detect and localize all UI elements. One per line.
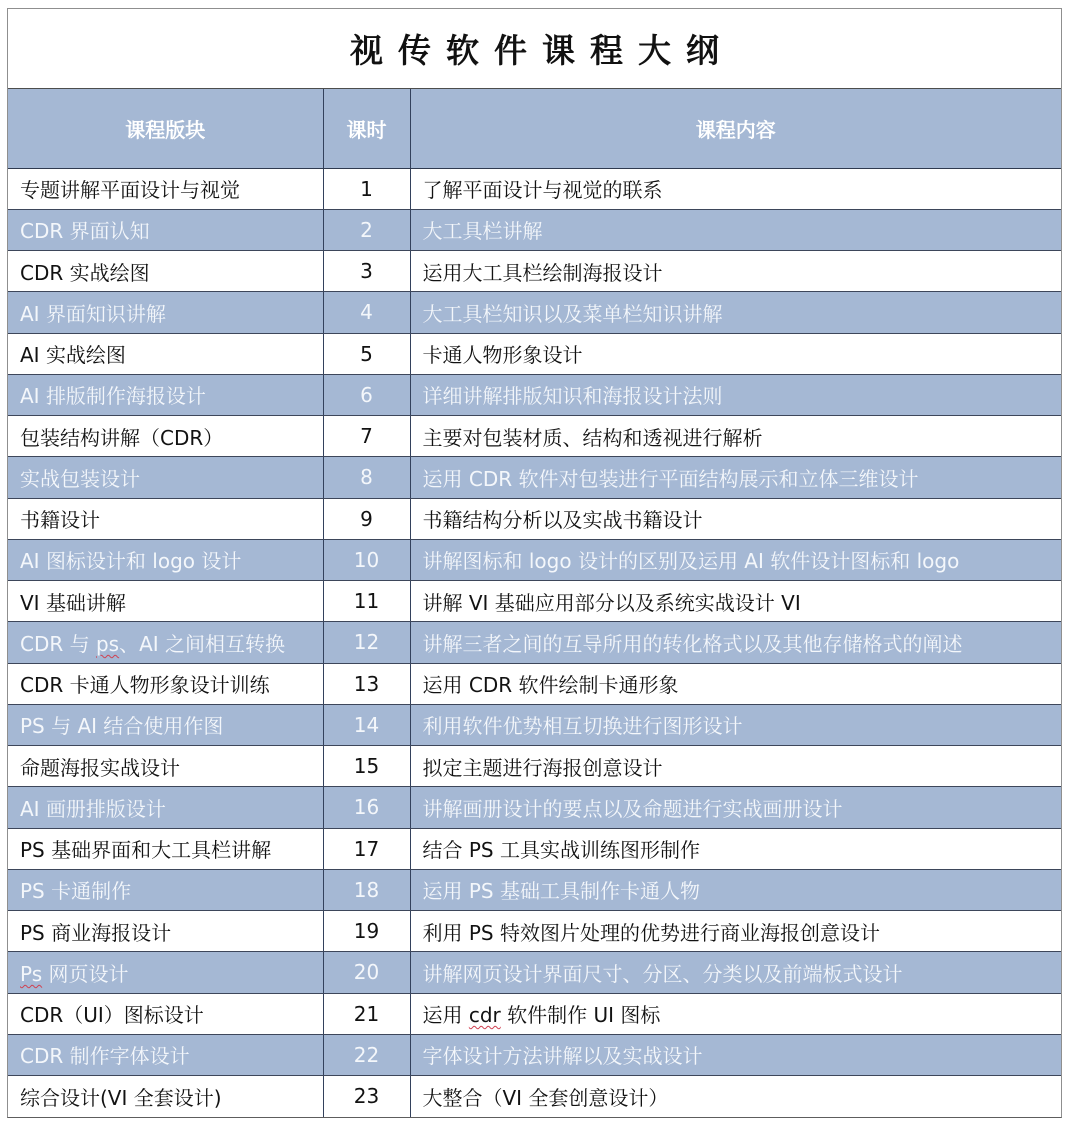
table-row (8, 828, 1061, 869)
cell-content: 讲解三者之间的互导所用的转化格式以及其他存储格式的阐述 (410, 622, 1061, 663)
table-row (8, 416, 1061, 457)
table-row (8, 911, 1061, 952)
column-header-content: 课程内容 (410, 89, 1061, 168)
page-title: 视传软件课程大纲 (350, 31, 734, 70)
table-row (8, 746, 1061, 787)
cell-module: AI 图标设计和 logo 设计 (8, 539, 323, 580)
cell-hours: 20 (323, 952, 410, 993)
table-row (8, 704, 1061, 745)
cell-module: CDR（UI）图标设计 (8, 993, 323, 1034)
cell-content: 运用 CDR 软件对包装进行平面结构展示和立体三维设计 (410, 457, 1061, 498)
cell-content: 运用 PS 基础工具制作卡通人物 (410, 869, 1061, 910)
cell-content: 书籍结构分析以及实战书籍设计 (410, 498, 1061, 539)
cell-content: 大工具栏讲解 (410, 209, 1061, 250)
cell-module: 命题海报实战设计 (8, 746, 323, 787)
spellcheck-marked-word: Ps (20, 961, 43, 986)
cell-module: 包装结构讲解（CDR） (8, 416, 323, 457)
cell-hours: 22 (323, 1034, 410, 1075)
cell-hours: 6 (323, 374, 410, 415)
cell-hours: 19 (323, 911, 410, 952)
table-row (8, 869, 1061, 910)
cell-content: 了解平面设计与视觉的联系 (410, 168, 1061, 209)
table-row (8, 1034, 1061, 1075)
cell-hours: 13 (323, 663, 410, 704)
cell-content-text: 运用 (422, 1003, 469, 1028)
table-row (8, 993, 1061, 1034)
table-row (8, 498, 1061, 539)
cell-content: 结合 PS 工具实战训练图形制作 (410, 828, 1061, 869)
cell-content: 讲解画册设计的要点以及命题进行实战画册设计 (410, 787, 1061, 828)
cell-hours: 14 (323, 704, 410, 745)
table-row (8, 292, 1061, 333)
title-row (8, 9, 1061, 89)
cell-module: PS 基础界面和大工具栏讲解 (8, 828, 323, 869)
cell-hours: 11 (323, 581, 410, 622)
cell-hours: 15 (323, 746, 410, 787)
cell-hours: 10 (323, 539, 410, 580)
table-row (8, 374, 1061, 415)
cell-module: AI 实战绘图 (8, 333, 323, 374)
cell-hours: 5 (323, 333, 410, 374)
cell-content-text: 软件制作 UI 图标 (500, 1003, 661, 1028)
course-outline-table (8, 89, 1061, 1117)
cell-hours: 21 (323, 993, 410, 1034)
table-row (8, 622, 1061, 663)
table-row (8, 787, 1061, 828)
cell-content: 拟定主题进行海报创意设计 (410, 746, 1061, 787)
cell-module: PS 卡通制作 (8, 869, 323, 910)
cell-hours: 23 (323, 1076, 410, 1117)
cell-hours: 17 (323, 828, 410, 869)
cell-content: 讲解图标和 logo 设计的区别及运用 AI 软件设计图标和 logo (410, 539, 1061, 580)
cell-module: CDR 卡通人物形象设计训练 (8, 663, 323, 704)
table-row (8, 952, 1061, 993)
cell-hours: 16 (323, 787, 410, 828)
cell-content: 利用 PS 特效图片处理的优势进行商业海报创意设计 (410, 911, 1061, 952)
cell-module: VI 基础讲解 (8, 581, 323, 622)
cell-content (410, 993, 1061, 1034)
table-row (8, 1076, 1061, 1117)
table-row (8, 209, 1061, 250)
cell-module: PS 与 AI 结合使用作图 (8, 704, 323, 745)
cell-module (8, 622, 323, 663)
cell-module: PS 商业海报设计 (8, 911, 323, 952)
table-header-row (8, 89, 1061, 168)
table-row (8, 581, 1061, 622)
cell-module (8, 952, 323, 993)
table-row (8, 333, 1061, 374)
column-header-module: 课程版块 (8, 89, 323, 168)
cell-module-text: 网页设计 (42, 961, 129, 986)
cell-module-text: CDR 与 (20, 631, 96, 656)
cell-content: 利用软件优势相互切换进行图形设计 (410, 704, 1061, 745)
cell-hours: 8 (323, 457, 410, 498)
cell-module: AI 画册排版设计 (8, 787, 323, 828)
cell-module: 书籍设计 (8, 498, 323, 539)
cell-content: 讲解 VI 基础应用部分以及系统实战设计 VI (410, 581, 1061, 622)
table-row (8, 457, 1061, 498)
cell-hours: 3 (323, 251, 410, 292)
cell-content: 大工具栏知识以及菜单栏知识讲解 (410, 292, 1061, 333)
cell-hours: 9 (323, 498, 410, 539)
cell-hours: 12 (323, 622, 410, 663)
table-row (8, 168, 1061, 209)
spellcheck-marked-word: cdr (468, 1003, 501, 1028)
course-outline-sheet (7, 8, 1062, 1118)
table-row (8, 539, 1061, 580)
cell-module: 综合设计(VI 全套设计) (8, 1076, 323, 1117)
cell-hours: 4 (323, 292, 410, 333)
cell-content: 字体设计方法讲解以及实战设计 (410, 1034, 1061, 1075)
table-row (8, 663, 1061, 704)
table-row (8, 251, 1061, 292)
cell-module-text: 、AI 之间相互转换 (119, 631, 286, 656)
cell-content: 讲解网页设计界面尺寸、分区、分类以及前端板式设计 (410, 952, 1061, 993)
cell-content: 运用 CDR 软件绘制卡通形象 (410, 663, 1061, 704)
cell-content: 详细讲解排版知识和海报设计法则 (410, 374, 1061, 415)
cell-hours: 7 (323, 416, 410, 457)
cell-content: 运用大工具栏绘制海报设计 (410, 251, 1061, 292)
cell-content: 主要对包装材质、结构和透视进行解析 (410, 416, 1061, 457)
cell-module: AI 排版制作海报设计 (8, 374, 323, 415)
cell-module: 专题讲解平面设计与视觉 (8, 168, 323, 209)
cell-module: CDR 界面认知 (8, 209, 323, 250)
cell-module: 实战包装设计 (8, 457, 323, 498)
cell-module: CDR 制作字体设计 (8, 1034, 323, 1075)
cell-hours: 18 (323, 869, 410, 910)
cell-module: CDR 实战绘图 (8, 251, 323, 292)
cell-content: 大整合（VI 全套创意设计） (422, 1085, 669, 1110)
cell-hours: 2 (323, 209, 410, 250)
cell-content: 卡通人物形象设计 (410, 333, 1061, 374)
column-header-hours: 课时 (323, 89, 410, 168)
spellcheck-marked-word: ps (95, 631, 120, 656)
cell-hours: 1 (323, 168, 410, 209)
cell-module: AI 界面知识讲解 (8, 292, 323, 333)
